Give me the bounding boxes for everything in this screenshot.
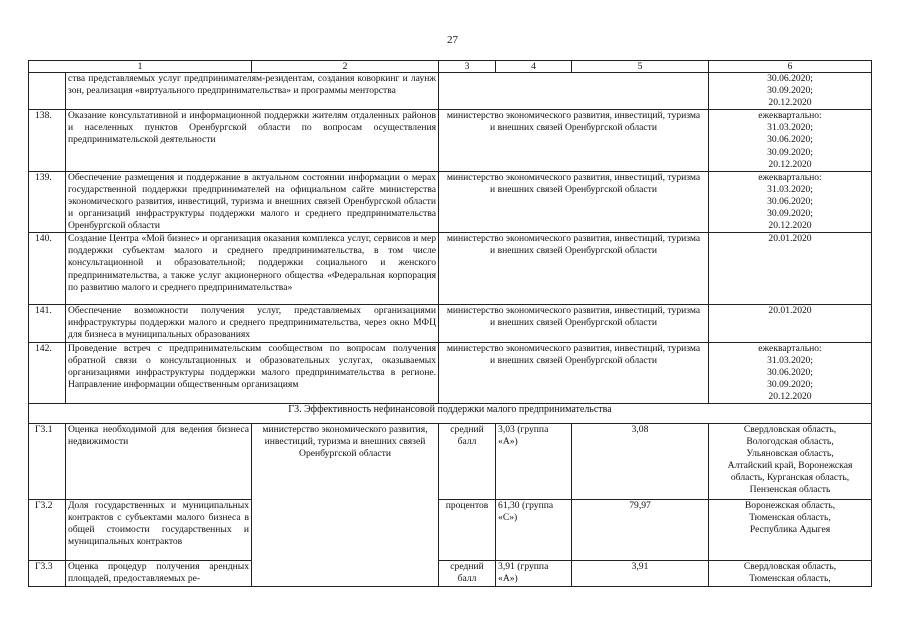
indicator-value: 3,08: [572, 423, 709, 499]
date-line: 30.09.2020;: [767, 146, 813, 158]
date-line: 31.03.2020;: [767, 122, 813, 134]
column-header-row: [29, 61, 872, 73]
indicator-name: Оценка процедур получения арендных площадей, предоставляемых ре-: [66, 560, 252, 586]
date-line: 20.12.2020: [768, 97, 812, 109]
region-line: область, Курганская область,: [730, 472, 850, 484]
region-line: Ульяновская область,: [746, 448, 834, 460]
region-line: Вологодская область,: [746, 436, 834, 448]
row-dates: [709, 233, 872, 305]
section-header-row: [29, 403, 872, 423]
column-header-3: 3: [439, 61, 496, 73]
indicator-responsible: министерство экономического развития, инвестиций, туризма и внешних связей Оренбургской области: [252, 423, 439, 586]
indicator-base: 3,91 (группа «А»): [496, 560, 572, 586]
date-line: 30.06.2020;: [767, 73, 813, 84]
row-text: Создание Центра «Мой бизнес» и организация оказания комплекса услуг, сервисов и мер поддержки субъектам малого и среднего предпринимательства, в том числе консультационной и образовательной; поддержки социального и женского предпринимательства, а также услуг акционерного общества «Федеральная корпорация по развитию малого и среднего предпринимательства»: [66, 233, 439, 305]
column-header-6: 6: [709, 61, 872, 73]
row-number: 141.: [29, 305, 66, 342]
row-text: ства представляемых услуг предпринимателям-резидентам, создания коворкинг и лаунж зон, реализация «виртуального предпринимательства» и программы менторства: [66, 73, 439, 110]
row-text: Оказание консультативной и информационной поддержки жителям отдаленных районов и населенных пунктов Оренбургской области по вопросам осуществления предпринимательской деятельности: [66, 110, 439, 171]
section-title: Г3. Эффективность нефинансовой поддержки малого предпринимательства: [29, 403, 872, 423]
column-header-1: 1: [29, 61, 252, 73]
row-dates: [709, 342, 872, 403]
date-line: ежеквартально:: [758, 171, 822, 183]
date-line: 20.12.2020: [768, 158, 812, 170]
table-row: [29, 342, 872, 403]
date-line: 31.03.2020;: [767, 183, 813, 195]
region-line: Свердловская область,: [743, 423, 837, 435]
indicator-regions: [709, 499, 872, 560]
row-dates: [709, 305, 872, 342]
date-line: 30.06.2020;: [767, 366, 813, 378]
row-responsible: министерство экономического развития, инвестиций, туризма и внешних связей Оренбургской области: [439, 110, 709, 171]
indicator-row: [29, 499, 872, 560]
indicator-value: 3,91: [572, 560, 709, 586]
indicator-base: 61,30 (группа «С»): [496, 499, 572, 560]
table-row: [29, 171, 872, 232]
row-number: 138.: [29, 110, 66, 171]
row-text: Проведение встреч с предпринимательским сообществом по вопросам получения обратной связи о консультационных и образовательных услугах, оказываемых организациями инфраструктуры поддержки малого предпринимательства в регионе. Направление информации общественным организациям: [66, 342, 439, 403]
date-line: 30.09.2020;: [767, 378, 813, 390]
row-text: Обеспечение размещения и поддержание в актуальном состоянии информации о мерах государственной поддержки предпринимателей на официальном сайте министерства экономического развития, инвестиций, туризма и внешних связей Оренбургской области и организаций инфраструктуры поддержки малого и среднего предпринимательства Оренбургской области: [66, 171, 439, 232]
region-line: Тюменская область,: [749, 512, 831, 524]
row-responsible: министерство экономического развития, инвестиций, туризма и внешних связей Оренбургской области: [439, 342, 709, 403]
row-responsible: министерство экономического развития, инвестиций, туризма и внешних связей Оренбургской области: [439, 171, 709, 232]
indicator-row: [29, 423, 872, 499]
region-line: Свердловская область,: [743, 560, 837, 572]
row-number: [29, 73, 66, 110]
indicator-number: Г3.3: [29, 560, 66, 586]
indicator-name: Доля государственных и муниципальных контрактов с субъектами малого бизнеса в общей стоимости государственных и муниципальных контрактов: [66, 499, 252, 560]
indicator-unit: средний балл: [439, 423, 496, 499]
date-line: ежеквартально:: [758, 110, 822, 122]
row-responsible: министерство экономического развития, инвестиций, туризма и внешних связей Оренбургской области: [439, 233, 709, 305]
indicator-row: [29, 560, 872, 586]
indicator-number: Г3.2: [29, 499, 66, 560]
region-line: Тюменская область,: [749, 573, 831, 585]
table-row: [29, 305, 872, 342]
region-line: Республика Адыгея: [749, 524, 831, 536]
indicator-number: Г3.1: [29, 423, 66, 499]
region-line: Пензенская область: [749, 484, 831, 496]
date-line: 30.09.2020;: [767, 85, 813, 97]
date-line: 30.06.2020;: [767, 195, 813, 207]
indicator-regions: [709, 560, 872, 586]
row-number: 140.: [29, 233, 66, 305]
table-row: [29, 110, 872, 171]
indicator-name: Оценка необходимой для ведения бизнеса недвижимости: [66, 423, 252, 499]
date-line: 20.01.2020: [768, 233, 812, 245]
region-line: Алтайский край, Воронежская: [727, 460, 853, 472]
table-row: [29, 233, 872, 305]
date-line: 30.09.2020;: [767, 208, 813, 220]
column-header-4: 4: [496, 61, 572, 73]
date-line: 30.06.2020;: [767, 134, 813, 146]
row-dates: [709, 110, 872, 171]
page-number: 27: [447, 34, 458, 46]
row-number: 142.: [29, 342, 66, 403]
region-line: Воронежская область,: [744, 499, 836, 511]
indicator-unit: процентов: [439, 499, 496, 560]
column-header-2: 2: [252, 61, 439, 73]
indicator-value: 79,97: [572, 499, 709, 560]
row-number: 139.: [29, 171, 66, 232]
indicator-base: 3,03 (группа «А»): [496, 423, 572, 499]
column-header-5: 5: [572, 61, 709, 73]
date-line: 20.01.2020: [768, 305, 812, 317]
date-line: 31.03.2020;: [767, 354, 813, 366]
row-responsible: министерство экономического развития, инвестиций, туризма и внешних связей Оренбургской области: [439, 305, 709, 342]
indicator-unit: средний балл: [439, 560, 496, 586]
date-line: 20.12.2020: [768, 220, 812, 232]
row-dates: [709, 73, 872, 110]
table-row: [29, 73, 872, 110]
date-line: ежеквартально:: [758, 342, 822, 354]
date-line: 20.12.2020: [768, 390, 812, 402]
indicator-regions: [709, 423, 872, 499]
plan-table: [28, 60, 872, 587]
row-text: Обеспечение возможности получения услуг, представляемых организациями инфраструктуры поддержки малого и среднего предпринимательства, через окно МФЦ для бизнеса в муниципальных образованиях: [66, 305, 439, 342]
row-dates: [709, 171, 872, 232]
row-responsible: [439, 73, 709, 110]
